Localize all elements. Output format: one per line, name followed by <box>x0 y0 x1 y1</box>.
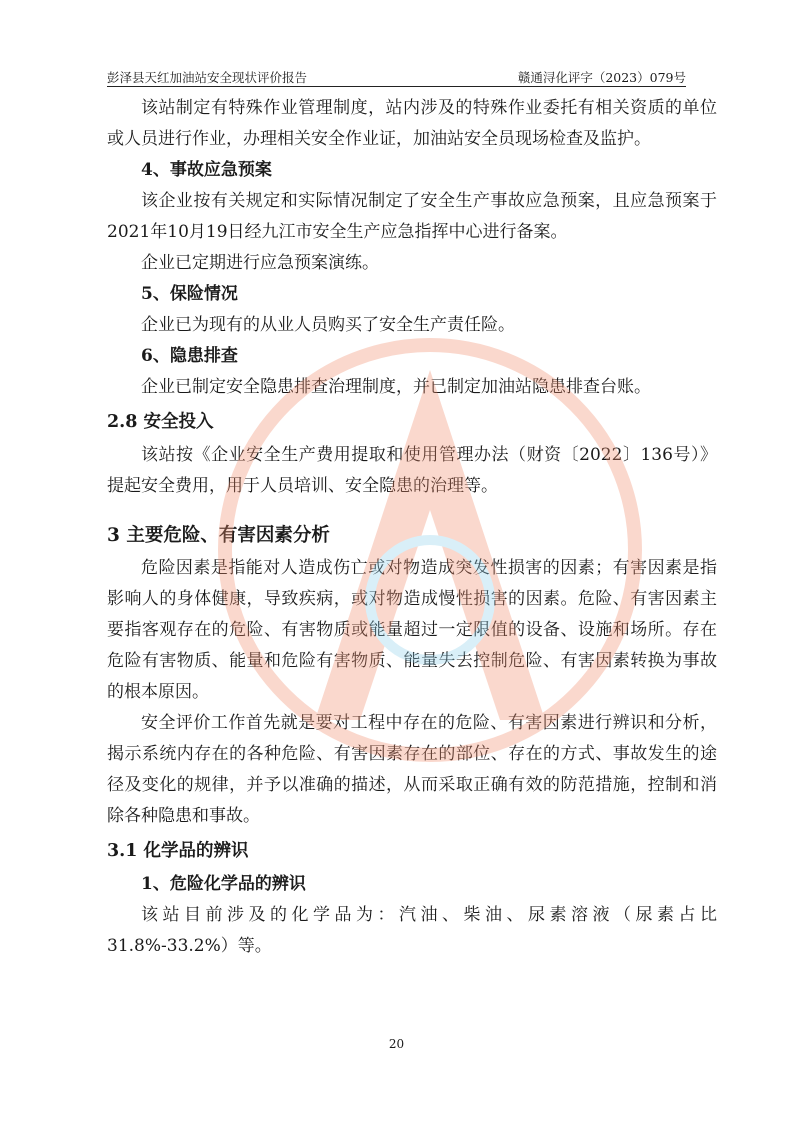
paragraph-emergency-drill: 企业已定期进行应急预案演练。 <box>141 253 379 273</box>
paragraph-insurance: 企业已为现有的从业人员购买了安全生产责任险。 <box>141 315 515 335</box>
heading-chemical-identification: 3.1 化学品的辨识 <box>107 841 249 861</box>
heading-hazard-check: 6、隐患排查 <box>141 346 238 366</box>
paragraph-hazard-definition: 危险因素是指能对人造成伤亡或对物造成突发性损害的因素；有害因素是指影响人的身体健康，导致疾病，或对物造成慢性损害的因素。危险、有害因素主要指客观存在的危险、有害物质或能量超过一定限值的设备、设施和场所。存在危险有害物质、能量和危险有害物质、能量失去控制危险、有害因素转换为事故的根本原因。 <box>107 558 717 702</box>
page-header <box>107 66 686 87</box>
paragraph-special-operations: 该站制定有特殊作业管理制度，站内涉及的特殊作业委托有相关资质的单位或人员进行作业，办理相关安全作业证，加油站安全员现场检查及监护。 <box>107 98 717 149</box>
heading-safety-investment: 2.8 安全投入 <box>107 412 214 432</box>
paragraph-safety-evaluation: 安全评价工作首先就是要对工程中存在的危险、有害因素进行辨识和分析，揭示系统内存在的各种危险、有害因素存在的部位、存在的方式、事故发生的途径及变化的规律，并予以准确的描述，从而采取正确有效的防范措施，控制和消除各种隐患和事故。 <box>107 713 717 826</box>
heading-hazardous-chemicals: 1、危险化学品的辨识 <box>141 874 306 894</box>
heading-insurance: 5、保险情况 <box>141 284 238 304</box>
paragraph-chemicals-list: 该站目前涉及的化学品为：汽油、柴油、尿素溶液（尿素占比31.8%-33.2%）等。 <box>107 905 717 956</box>
page-footer <box>0 1037 793 1051</box>
page-content <box>107 93 717 962</box>
paragraph-hazard-check: 企业已制定安全隐患排查治理制度，并已制定加油站隐患排查台账。 <box>141 377 651 397</box>
header-report-number: 赣通浔化评字（2023）079号 <box>517 70 686 85</box>
paragraph-emergency-plan: 该企业按有关规定和实际情况制定了安全生产事故应急预案，且应急预案于2021年10月19日经九江市安全生产应急指挥中心进行备案。 <box>107 191 717 242</box>
page-number: 20 <box>388 1037 405 1051</box>
heading-hazard-analysis: 3 主要危险、有害因素分析 <box>107 525 330 546</box>
paragraph-safety-investment: 该站按《企业安全生产费用提取和使用管理办法（财资〔2022〕136号）》提起安全费用，用于人员培训、安全隐患的治理等。 <box>107 445 717 496</box>
header-report-title: 彭泽县天红加油站安全现状评价报告 <box>107 70 308 85</box>
heading-emergency-plan: 4、事故应急预案 <box>141 160 272 180</box>
